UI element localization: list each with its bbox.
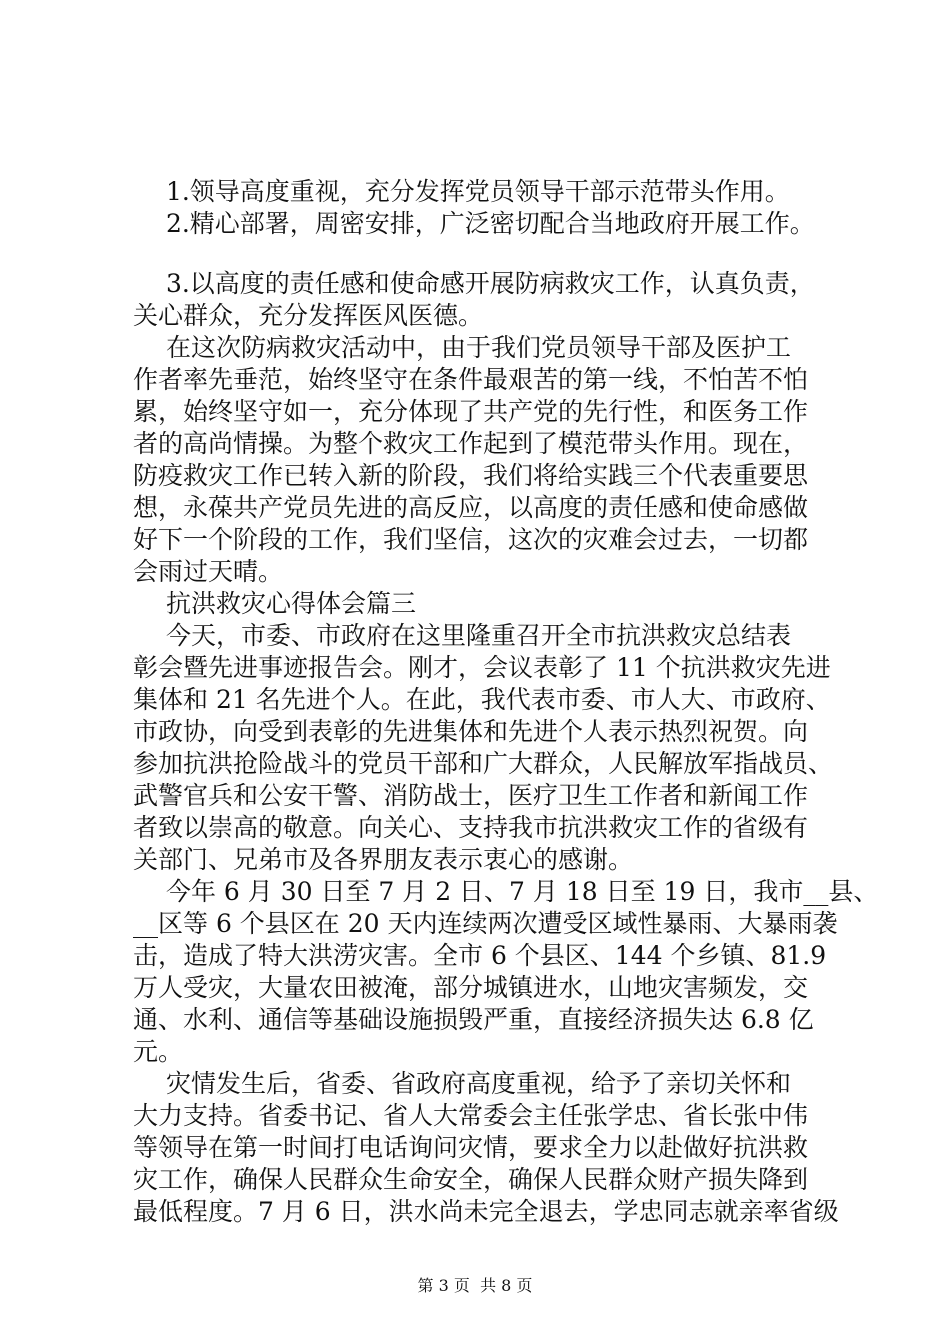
text-line: __区等 6 个县区在 20 天内连续两次遭受区域性暴雨、大暴雨袭 <box>133 909 838 938</box>
text-line: 者致以崇高的敬意。向关心、支持我市抗洪救灾工作的省级有 <box>133 813 809 842</box>
text-line: 今天，市委、市政府在这里隆重召开全市抗洪救灾总结表 <box>133 621 791 650</box>
page-footer: 第 3 页 共 8 页 <box>417 1276 533 1295</box>
text-line: 灾情发生后，省委、省政府高度重视，给予了亲切关怀和 <box>133 1069 791 1098</box>
text-line: 会雨过天晴。 <box>133 557 284 586</box>
text-line: 作者率先垂范，始终坚守在条件最艰苦的第一线，不怕苦不怕 <box>133 365 809 394</box>
text-line: 武警官兵和公安干警、消防战士，医疗卫生工作者和新闻工作 <box>133 781 809 810</box>
text-line: 元。 <box>133 1037 184 1066</box>
text-line: 最低程度。7 月 6 日，洪水尚未完全退去，学忠同志就亲率省级 <box>133 1197 839 1226</box>
text-line: 好下一个阶段的工作，我们坚信，这次的灾难会过去，一切都 <box>133 525 809 554</box>
text-line: 关部门、兄弟市及各界朋友表示衷心的感谢。 <box>133 845 634 874</box>
text-line: 万人受灾，大量农田被淹，部分城镇进水，山地灾害频发，交 <box>133 973 809 1002</box>
text-line: 等领导在第一时间打电话询问灾情，要求全力以赴做好抗洪救 <box>133 1133 809 1162</box>
text-line: 在这次防病救灾活动中，由于我们党员领导干部及医护工 <box>133 333 791 362</box>
text-line: 参加抗洪抢险战斗的党员干部和广大群众，人民解放军指战员、 <box>133 749 834 778</box>
text-line: 灾工作，确保人民群众生命安全，确保人民群众财产损失降到 <box>133 1165 809 1194</box>
text-line: 集体和 21 名先进个人。在此，我代表市委、市人大、市政府、 <box>133 685 831 714</box>
text-line: 2.精心部署，周密安排，广泛密切配合当地政府开展工作。 <box>133 209 815 238</box>
text-line: 击，造成了特大洪涝灾害。全市 6 个县区、144 个乡镇、81.9 <box>133 941 827 970</box>
text-line: 今年 6 月 30 日至 7 月 2 日、7 月 18 日至 19 日，我市__县、 <box>133 877 879 906</box>
text-line: 者的高尚情操。为整个救灾工作起到了模范带头作用。现在， <box>133 429 809 458</box>
text-line: 3.以高度的责任感和使命感开展防病救灾工作，认真负责， <box>133 269 815 298</box>
text-line: 想，永葆共产党员先进的高反应，以高度的责任感和使命感做 <box>133 493 809 522</box>
text-line: 彰会暨先进事迹报告会。刚才，会议表彰了 11 个抗洪救灾先进 <box>133 653 831 682</box>
text-line: 通、水利、通信等基础设施损毁严重，直接经济损失达 6.8 亿 <box>133 1005 814 1034</box>
text-line: 1.领导高度重视，充分发挥党员领导干部示范带头作用。 <box>133 177 790 206</box>
text-line: 累，始终坚守如一，充分体现了共产党的先行性，和医务工作 <box>133 397 809 426</box>
text-line: 防疫救灾工作已转入新的阶段，我们将给实践三个代表重要思 <box>133 461 809 490</box>
text-line: 关心群众，充分发挥医风医德。 <box>133 301 484 330</box>
text-line: 市政协，向受到表彰的先进集体和先进个人表示热烈祝贺。向 <box>133 717 809 746</box>
section-heading: 抗洪救灾心得体会篇三 <box>133 589 416 618</box>
text-line: 大力支持。省委书记、省人大常委会主任张学忠、省长张中伟 <box>133 1101 809 1130</box>
